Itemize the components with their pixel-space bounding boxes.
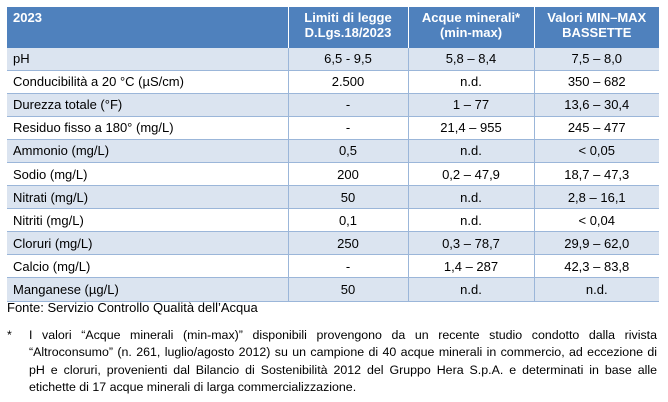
cell-parameter: Nitrati (mg/L) [7,186,288,209]
header-row [7,7,659,47]
table-row [7,70,659,93]
cell-mineral-range: n.d. [408,278,534,301]
cell-bassette-range: n.d. [534,278,659,301]
cell-legal-limit: - [288,93,408,116]
water-quality-table [7,7,659,302]
cell-bassette-range: 13,6 – 30,4 [534,93,659,116]
cell-legal-limit: 6,5 - 9,5 [288,47,408,70]
cell-legal-limit: 50 [288,186,408,209]
header-legal-limits [288,7,408,47]
footnote [7,327,657,396]
cell-mineral-range: 1 – 77 [408,93,534,116]
cell-mineral-range: n.d. [408,139,534,162]
table-body [7,47,659,301]
cell-bassette-range: 42,3 – 83,8 [534,255,659,278]
table-header [7,7,659,47]
table-row [7,93,659,116]
cell-parameter: Ammonio (mg/L) [7,139,288,162]
cell-bassette-range: < 0,05 [534,139,659,162]
cell-bassette-range: 350 – 682 [534,70,659,93]
cell-legal-limit: - [288,255,408,278]
header-bassette-line1: Valori MIN–MAX [547,10,647,25]
cell-bassette-range: < 0,04 [534,209,659,232]
table-row [7,47,659,70]
table-row [7,232,659,255]
cell-bassette-range: 2,8 – 16,1 [534,186,659,209]
cell-parameter: pH [7,47,288,70]
cell-mineral-range: n.d. [408,70,534,93]
cell-legal-limit: - [288,116,408,139]
cell-legal-limit: 0,5 [288,139,408,162]
header-mineral-waters-line1: Acque minerali* [421,10,521,25]
cell-parameter: Durezza totale (°F) [7,93,288,116]
table-row [7,209,659,232]
cell-mineral-range: 5,8 – 8,4 [408,47,534,70]
cell-parameter: Sodio (mg/L) [7,162,288,185]
header-year [7,7,288,47]
cell-parameter: Conducibilità a 20 °C (µS/cm) [7,70,288,93]
table-row [7,139,659,162]
cell-mineral-range: 0,3 – 78,7 [408,232,534,255]
table-row [7,278,659,301]
source-caption: Fonte: Servizio Controllo Qualità dell’Acqua [7,300,258,315]
header-legal-limits-line1: Limiti di legge [304,10,392,25]
footnote-marker: * [7,328,12,342]
cell-mineral-range: 0,2 – 47,9 [408,162,534,185]
footnote-text: I valori “Acque minerali (min-max)” disponibili provengono da un recente studio condotto dalla rivista “Altroconsumo” (n. 261, luglio/agosto 2012) su un campione di 40 acque minerali in commercio, ad eccezione di pH e cloruri, provenienti dal Bilancio di Sostenibilità 2012 del Gruppo Hera S.p.A. e determinati in base alle etichette di 17 acque minerali di larga commercializzazione. [29,328,657,394]
cell-mineral-range: 1,4 – 287 [408,255,534,278]
cell-bassette-range: 18,7 – 47,3 [534,162,659,185]
header-mineral-waters-line2: (min-max) [439,25,503,40]
header-mineral-waters [408,7,534,47]
header-bassette-line2: BASSETTE [562,25,632,40]
cell-legal-limit: 0,1 [288,209,408,232]
cell-bassette-range: 245 – 477 [534,116,659,139]
cell-parameter: Cloruri (mg/L) [7,232,288,255]
cell-legal-limit: 250 [288,232,408,255]
header-legal-limits-line2: D.Lgs.18/2023 [304,25,392,40]
table-row [7,186,659,209]
cell-mineral-range: n.d. [408,186,534,209]
cell-parameter: Nitriti (mg/L) [7,209,288,232]
cell-legal-limit: 2.500 [288,70,408,93]
table-row [7,255,659,278]
cell-parameter: Calcio (mg/L) [7,255,288,278]
table-row [7,116,659,139]
cell-bassette-range: 7,5 – 8,0 [534,47,659,70]
cell-mineral-range: n.d. [408,209,534,232]
table-row [7,162,659,185]
cell-mineral-range: 21,4 – 955 [408,116,534,139]
cell-parameter: Residuo fisso a 180° (mg/L) [7,116,288,139]
cell-legal-limit: 50 [288,278,408,301]
cell-legal-limit: 200 [288,162,408,185]
cell-bassette-range: 29,9 – 62,0 [534,232,659,255]
header-bassette-values [534,7,659,47]
header-year-label: 2023 [13,10,42,25]
cell-parameter: Manganese (µg/L) [7,278,288,301]
